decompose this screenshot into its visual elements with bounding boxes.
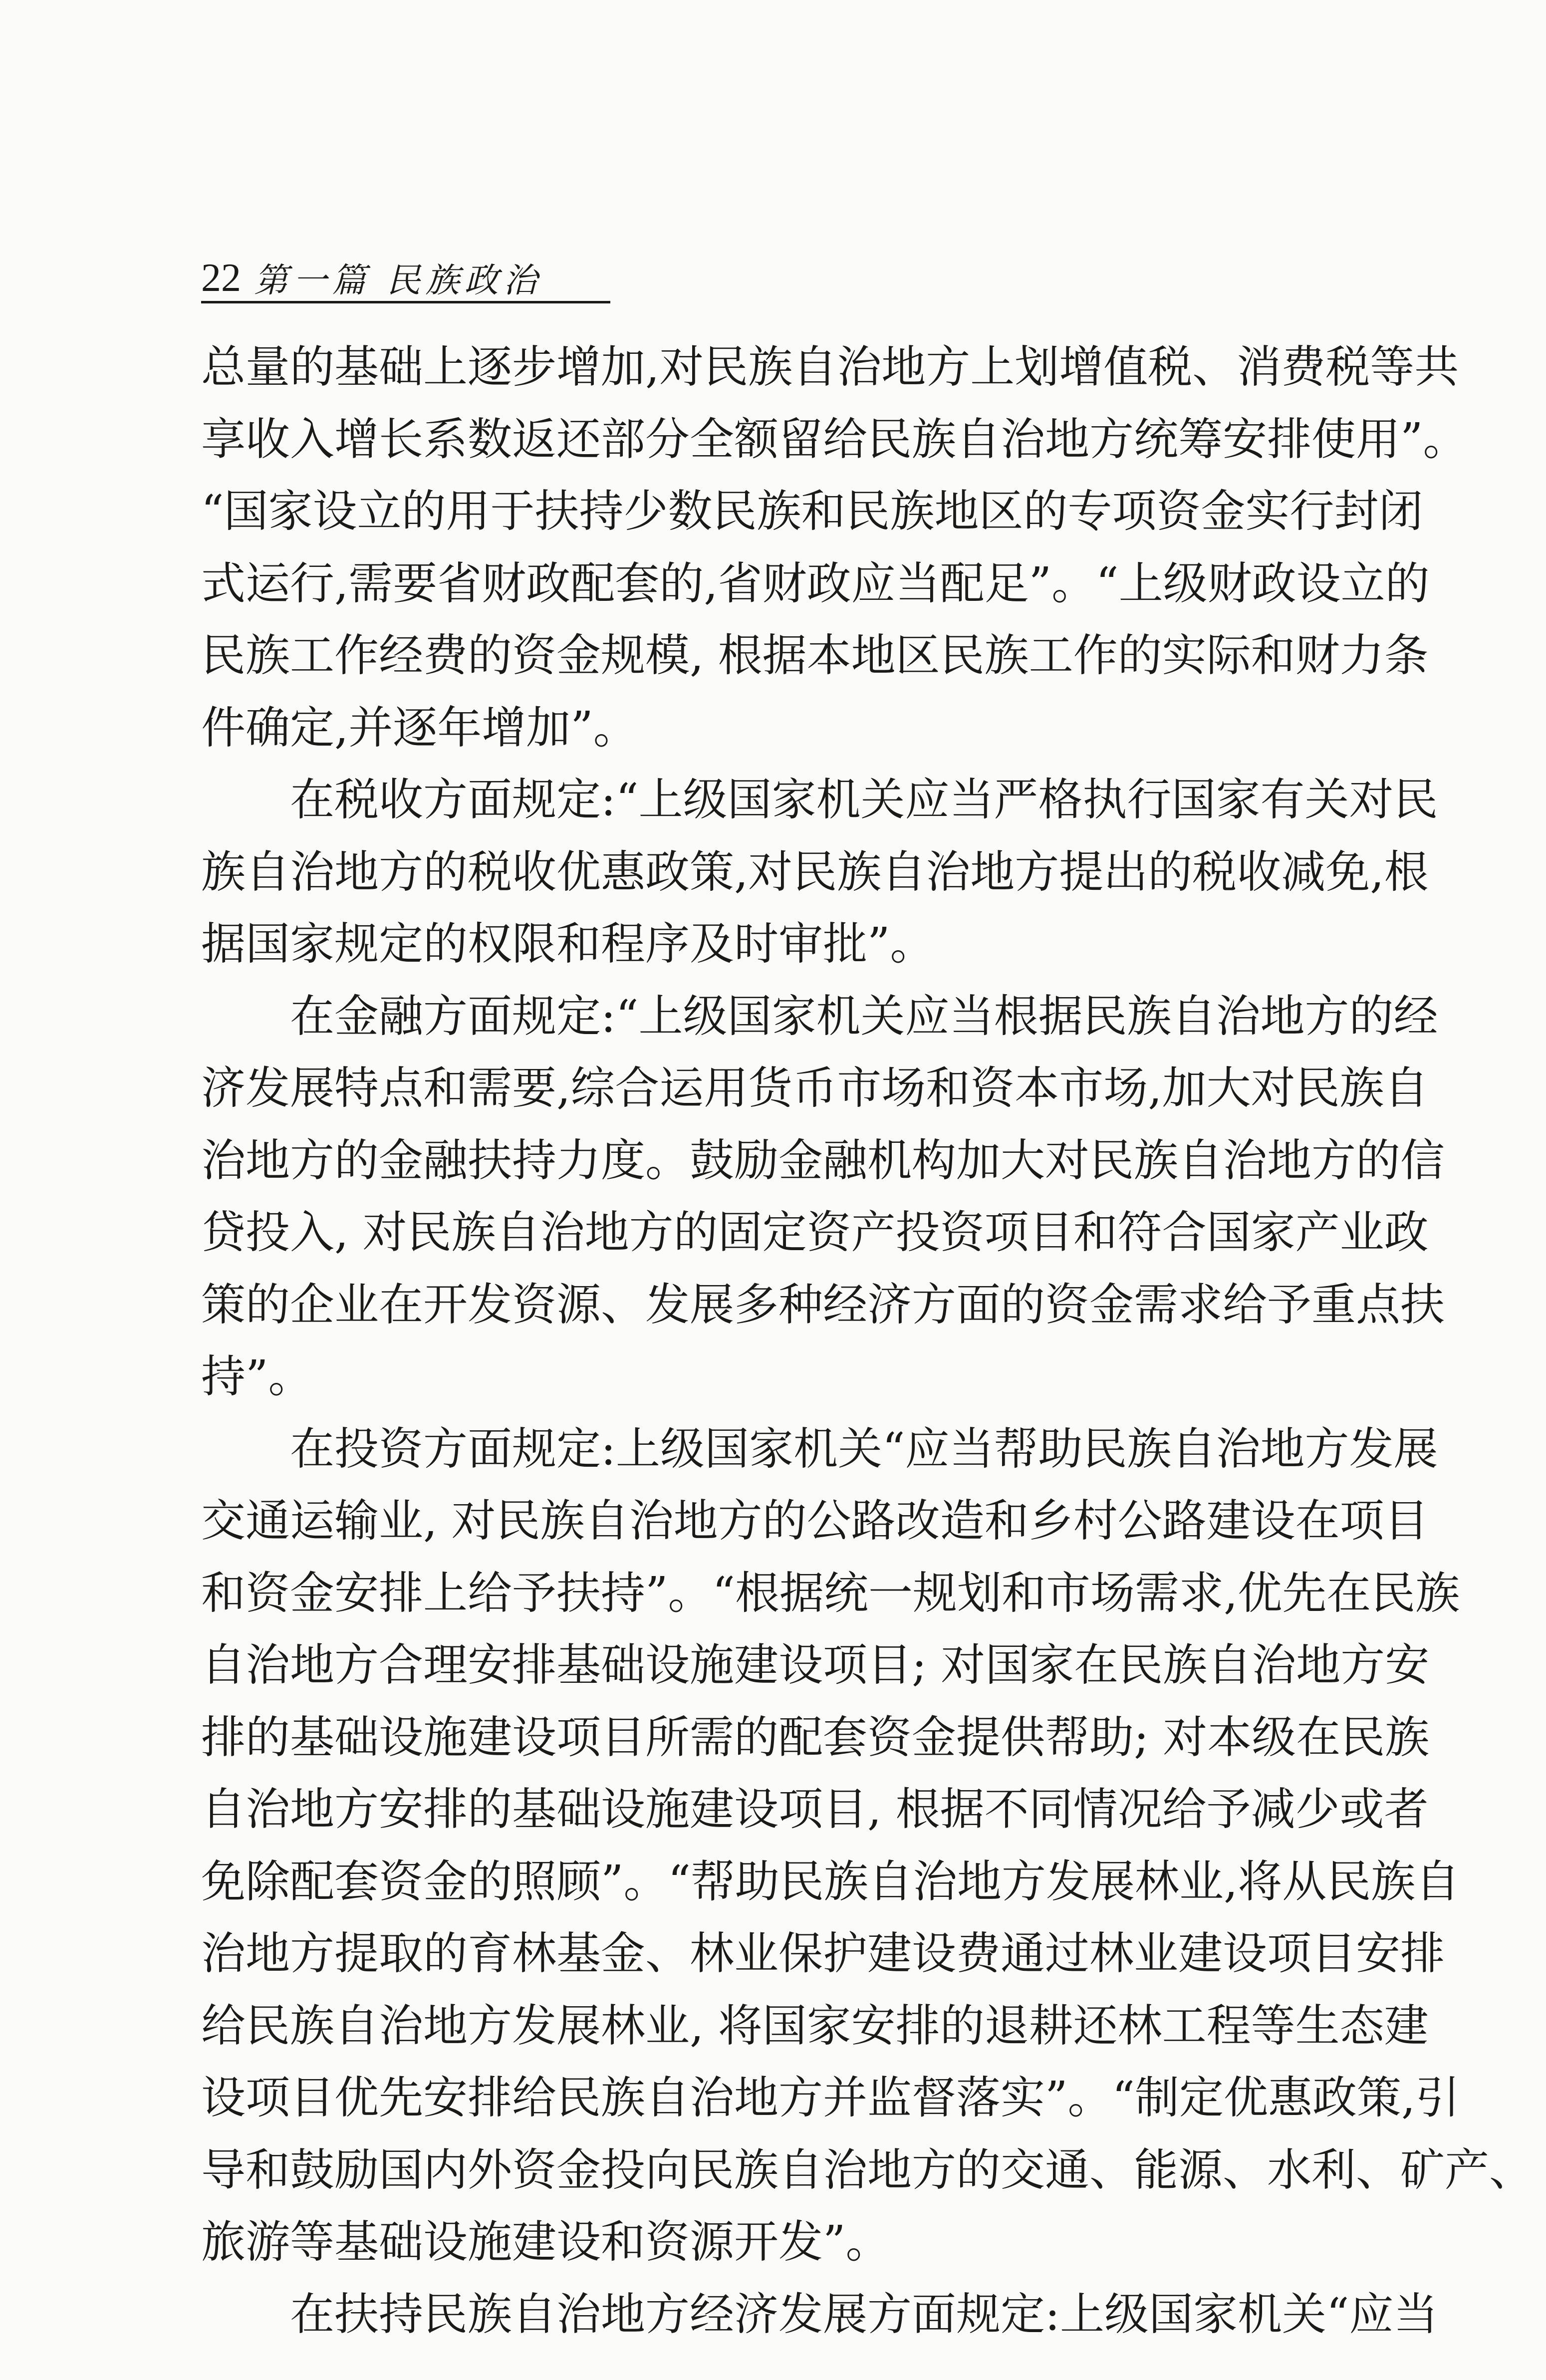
text-line: 在投资方面规定:上级国家机关“应当帮助民族自治地方发展 (290, 1422, 1438, 1475)
text-line: 族自治地方的税收优惠政策,对民族自治地方提出的税收减免,根 (201, 845, 1429, 898)
text-line: 式运行,需要省财政配套的,省财政应当配足”。“上级财政设立的 (201, 557, 1430, 609)
text-line: 导和鼓励国内外资金投向民族自治地方的交通、能源、水利、矿产、 (201, 2143, 1534, 2196)
text-line: 交通运输业, 对民族自治地方的公路改造和乡村公路建设在项目 (201, 1495, 1429, 1547)
page-number: 22 (201, 256, 241, 300)
text-line: 自治地方合理安排基础设施建设项目; 对国家在民族自治地方安 (201, 1639, 1430, 1691)
body-text (201, 331, 1534, 2350)
text-line: 设项目优先安排给民族自治地方并监督落实”。“制定优惠政策,引 (201, 2072, 1460, 2123)
text-line: 策的企业在开发资源、发展多种经济方面的资金需求给予重点扶 (201, 1278, 1445, 1330)
section-title: 第一篇 民族政治 (254, 261, 542, 300)
text-line: 旅游等基础设施建设和资源开发”。 (201, 2216, 890, 2268)
running-header (201, 250, 610, 303)
text-line: 和资金安排上给予扶持”。“根据统一规划和市场需求,优先在民族 (201, 1567, 1460, 1619)
text-line: 自治地方安排的基础设施建设项目, 根据不同情况给予减少或者 (201, 1783, 1429, 1835)
text-line: 总量的基础上逐步增加,对民族自治地方上划增值税、消费税等共 (201, 341, 1459, 393)
text-line: 据国家规定的权限和程序及时审批”。 (201, 918, 935, 970)
text-line: 济发展特点和需要,综合运用货币市场和资本市场,加大对民族自 (201, 1062, 1429, 1114)
text-line: 贷投入, 对民族自治地方的固定资产投资项目和符合国家产业政 (201, 1206, 1429, 1258)
text-line: 件确定,并逐年增加”。 (201, 701, 638, 754)
text-line: 享收入增长系数返还部分全额留给民族自治地方统筹安排使用”。 (201, 413, 1468, 465)
text-line: 治地方提取的育林基金、林业保护建设费通过林业建设项目安排 (201, 1927, 1445, 1979)
text-line: 在扶持民族自治地方经济发展方面规定:上级国家机关“应当 (290, 2288, 1438, 2340)
text-line: “国家设立的用于扶持少数民族和民族地区的专项资金实行封闭 (201, 485, 1423, 537)
text-line: 排的基础设施建设项目所需的配套资金提供帮助; 对本级在民族 (201, 1711, 1430, 1763)
text-line: 免除配套资金的照顾”。“帮助民族自治地方发展林业,将从民族自 (201, 1855, 1460, 1907)
text-line: 在税收方面规定:“上级国家机关应当严格执行国家有关对民 (290, 774, 1438, 825)
text-line: 给民族自治地方发展林业, 将国家安排的退耕还林工程等生态建 (201, 1999, 1429, 2052)
text-line: 在金融方面规定:“上级国家机关应当根据民族自治地方的经 (290, 990, 1438, 1042)
text-line: 治地方的金融扶持力度。鼓励金融机构加大对民族自治地方的信 (201, 1134, 1445, 1186)
text-line: 民族工作经费的资金规模, 根据本地区民族工作的实际和财力条 (201, 629, 1429, 681)
text-line: 持”。 (201, 1350, 313, 1402)
